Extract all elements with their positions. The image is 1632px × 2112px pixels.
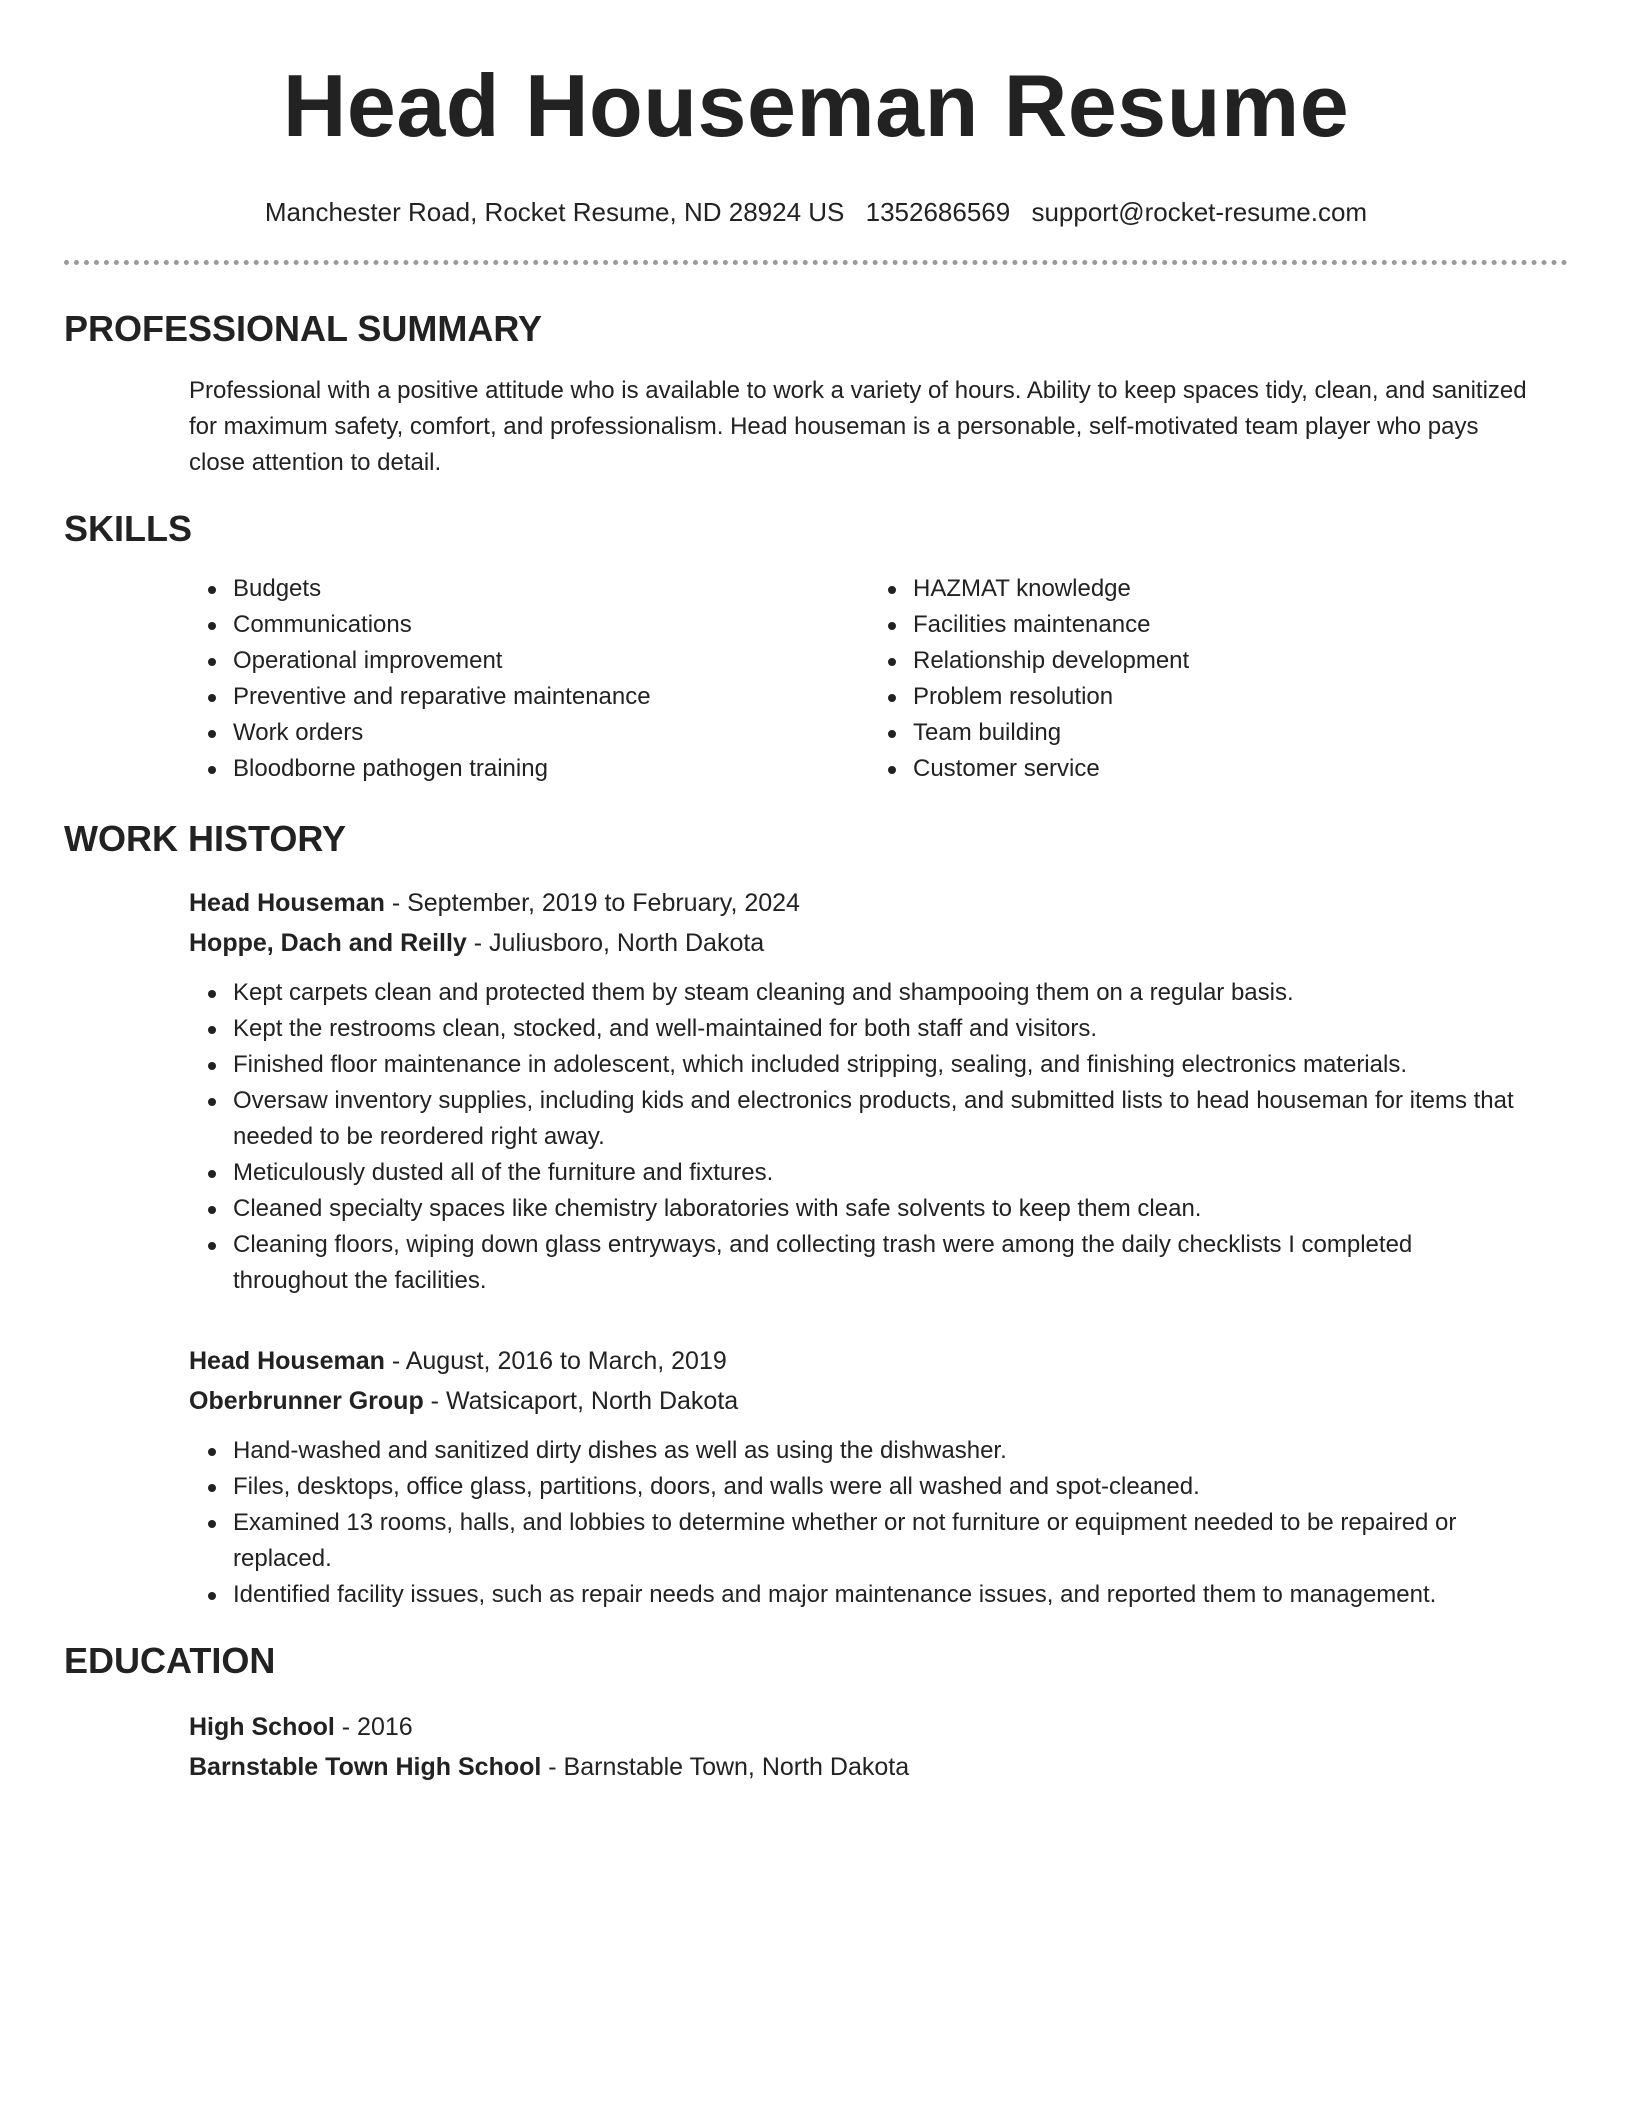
- job-duties: [189, 975, 1528, 1299]
- skill-item: Customer service: [913, 751, 1549, 787]
- job-duty: Cleaned specialty spaces like chemistry laboratories with safe solvents to keep them clean.: [233, 1191, 1528, 1227]
- education-degree-line: [189, 1707, 1528, 1747]
- job-dates: - August, 2016 to March, 2019: [384, 1347, 727, 1375]
- job-duty: Files, desktops, office glass, partitions, doors, and walls were all washed and spot-cleaned.: [233, 1469, 1528, 1505]
- contact-line: [64, 196, 1568, 228]
- skill-item: Facilities maintenance: [913, 607, 1549, 643]
- education-location: - Barnstable Town, North Dakota: [541, 1753, 910, 1781]
- job-company-line: [189, 1381, 1528, 1421]
- skill-item: Relationship development: [913, 643, 1549, 679]
- skill-item: Operational improvement: [233, 643, 869, 679]
- skill-item: Communications: [233, 607, 869, 643]
- education-degree: High School: [189, 1713, 335, 1741]
- skills-left-column: [189, 571, 869, 787]
- header-divider: [64, 260, 1568, 265]
- job-title: Head Houseman: [189, 1347, 385, 1375]
- skill-item: Problem resolution: [913, 679, 1549, 715]
- education-school: Barnstable Town High School: [189, 1753, 542, 1781]
- skills-right-column: [869, 571, 1549, 787]
- education-entry: [64, 1707, 1568, 1787]
- summary-text: Professional with a positive attitude who is available to work a variety of hours. Ability to keep spaces tidy, clean, and sanitized for maximum safety, comfort, and professionalism. Head houseman is a personable, self-motivated team player who pays close attention to detail.: [189, 377, 1527, 476]
- work-history-heading: WORK HISTORY: [64, 818, 347, 859]
- skill-item: Bloodborne pathogen training: [233, 751, 869, 787]
- skill-item: Budgets: [233, 571, 869, 607]
- contact-email: support@rocket-resume.com: [1031, 197, 1368, 227]
- job-duty: Oversaw inventory supplies, including kids and electronics products, and submitted lists to head houseman for items that needed to be reordered right away.: [233, 1083, 1528, 1155]
- job-duty: Kept the restrooms clean, stocked, and well-maintained for both staff and visitors.: [233, 1011, 1528, 1047]
- job-duty: Meticulously dusted all of the furniture and fixtures.: [233, 1155, 1528, 1191]
- skill-item: Work orders: [233, 715, 869, 751]
- job-duty: Examined 13 rooms, halls, and lobbies to determine whether or not furniture or equipment needed to be repaired or replaced.: [233, 1505, 1528, 1577]
- job-title: Head Houseman: [189, 889, 385, 917]
- job-entry: [64, 1341, 1568, 1613]
- skills-section: [64, 507, 1568, 787]
- job-company-line: [189, 923, 1528, 963]
- education-heading: EDUCATION: [64, 1640, 276, 1681]
- skill-item: Team building: [913, 715, 1549, 751]
- contact-phone: 1352686569: [865, 197, 1011, 227]
- job-location: - Juliusboro, North Dakota: [466, 929, 765, 957]
- job-duty: Hand-washed and sanitized dirty dishes as well as using the dishwasher.: [233, 1433, 1528, 1469]
- job-dates: - September, 2019 to February, 2024: [384, 889, 800, 917]
- education-year: - 2016: [334, 1713, 413, 1741]
- job-company: Hoppe, Dach and Reilly: [189, 929, 467, 957]
- education-section: [64, 1639, 1568, 1787]
- contact-address: Manchester Road, Rocket Resume, ND 28924 US: [264, 197, 845, 227]
- job-location: - Watsicaport, North Dakota: [423, 1387, 739, 1415]
- summary-section: [64, 307, 1568, 481]
- job-title-line: [189, 883, 1528, 923]
- job-duty: Kept carpets clean and protected them by steam cleaning and shampooing them on a regular basis.: [233, 975, 1528, 1011]
- summary-heading: PROFESSIONAL SUMMARY: [64, 308, 543, 349]
- skills-heading: SKILLS: [64, 508, 193, 549]
- job-duty: Cleaning floors, wiping down glass entryways, and collecting trash were among the daily checklists I completed throughout the facilities.: [233, 1227, 1528, 1299]
- job-duty: Identified facility issues, such as repair needs and major maintenance issues, and reported them to management.: [233, 1577, 1528, 1613]
- job-entry: [64, 883, 1568, 1299]
- education-school-line: [189, 1747, 1528, 1787]
- job-duty: Finished floor maintenance in adolescent, which included stripping, sealing, and finishing electronics materials.: [233, 1047, 1528, 1083]
- job-title-line: [189, 1341, 1528, 1381]
- work-history-section: [64, 817, 1568, 1613]
- resume-title: Head Houseman Resume: [282, 56, 1350, 155]
- job-duties: [189, 1433, 1528, 1613]
- skill-item: Preventive and reparative maintenance: [233, 679, 869, 715]
- job-company: Oberbrunner Group: [189, 1387, 424, 1415]
- skill-item: HAZMAT knowledge: [913, 571, 1549, 607]
